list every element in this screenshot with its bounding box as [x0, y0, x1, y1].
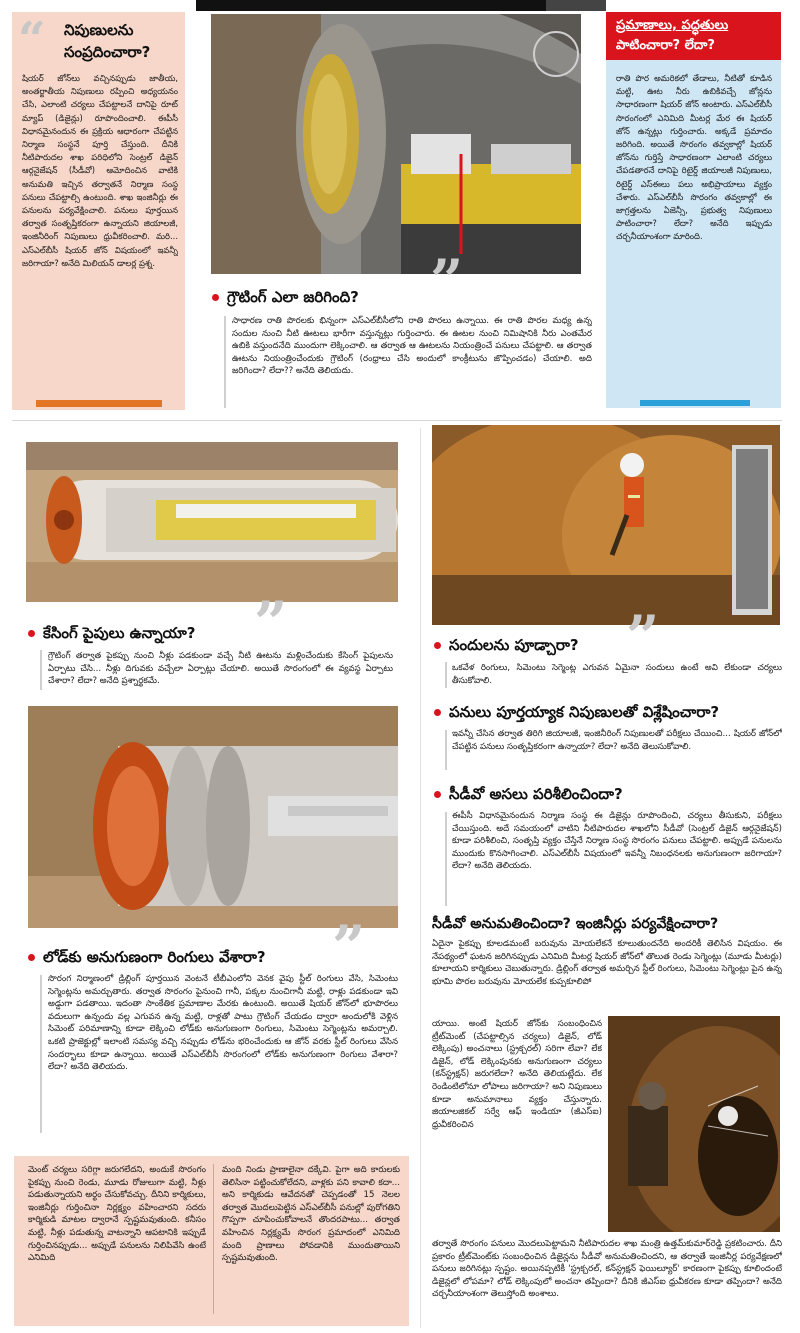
cdo-permit-body-bottom: తర్వాతే సొరంగం పనులు మొదలుపెట్టామని నీటిపారుదల శాఖ మంత్రి ఉత్తమ్‌కుమార్‌రెడ్డి ప్రకటించారు. దీని ప్రకారం ట్రీట్‌మెంట్‌కు సంబంధించిన డిజైన్లను సీడీవో అనుమతించిందని, ఆ తర్వాతే ఇంజినీర్ల పర్యవేక్షణలో పనులు జరిగినట్లు స్పష్టం. అయినప్పటికీ 'స్ట్రక్చరల్, కన్‌స్ట్రక్షన్ ఫెయిల్యూర్' కారణంగా పైకప్పు కూలిందంటే డిజైన్లలో లోపమా? లోడ్ లెక్కింపులో అంచనా తప్పిందా? దీనికి జీఎస్ఐ ధ్రువీకరణ కూడా తప్పిందా? అనేది చర్చనీయాంశంగా తెలుస్తోంది అంశాలు.: [432, 1239, 782, 1300]
rings-heading-text: లోడ్‌కు అనుగుణంగా రింగులు వేశారా?: [43, 948, 266, 966]
cdo-check-body: ఈపీసీ విధానమైనందున నిర్మాణ సంస్థ ఈ డిజైన్లు రూపొందించి, చర్యలు తీసుకుని, పరీక్షలు చేయిస్తుంది. అదే సమయంలో వాటిని నీటిపారుదల శాఖలోని సీడీవో (సెంట్రల్ డిజైన్ ఆర్గనైజేషన్) కూడా పరిశీలించి, సంతృప్తి వ్యక్తం చేస్తేనే నిర్మాణ సంస్థ సొరంగం పనులు చేపట్టాలి. అప్పుడే పనులను ముందుకు కొనసాగించాలి. ఎస్ఎల్‌బీసీ విషయంలో ఇవన్నీ నిబంధనలకు అనుగుణంగా జరిగాయా? లేదా? అనేది తెలియదు.: [452, 811, 782, 872]
analysis-body: ఇవన్నీ చేసిన తర్వాత తిరిగి జియాలజీ, ఇంజినీరింగ్ నిపుణులతో పరీక్షలు చేయించి... షియర్ జోన్‌లో చేపట్టిన పనులు సంతృప్తికరంగా ఉన్నాయా? లేదా? అనేది తెలుసుకోవాలి.: [452, 729, 782, 752]
analysis-divider: [445, 730, 447, 770]
rings-heading: [28, 947, 266, 967]
grouting-body: సాధారణ రాతి పొరలకు భిన్నంగా ఎస్ఎల్‌బీసీలోని రాతి పొరలు ఉన్నాయి. ఈ రాతి పొరల మధ్య ఉన్న సందుల నుంచి నీటి ఊటలు భారీగా వస్తున్నట్లు గుర్తించారు. ఈ ఊటల నుంచి నిమిషానికి నీరు ఎంతమేర ఉబికి వస్తుందనేది ముందుగా లెక్కించాలి. ఆ తర్వాత ఆ ఊటలను నియంత్రించే పనులు చేపట్టాలి. ఆ తర్వాత ఊటను నియంత్రించేందుకు గ్రౌటింగ్ (రంధ్రాలు చేసి అందులో కాంక్రీటును జొప్పించడం) చేయాలి. అది జరిగిందా? లేదా?? అనేది తెలియదు.: [232, 316, 592, 377]
experts-title-line2: సంప్రదించారా?: [64, 43, 151, 61]
standards-accent-bar: [640, 400, 750, 406]
experts-title-line1: నిపుణులను: [64, 21, 134, 39]
section-separator: [12, 420, 782, 421]
worker-tunnel-image: [432, 425, 780, 625]
gaps-heading: [434, 635, 579, 655]
standards-title-line2: పాటించారా? లేదా?: [616, 38, 715, 53]
conclusion-col2: మంది నిండు ప్రాణాలైనా దక్కేవి. పైగా అది కారులకు తెలిసినా పట్టించుకోలేదని, వాళ్లకు పని కావాలి కదా... అని కార్మికుడు ఆవేదనతో చెప్పడంతో 15 నెలల తర్వాత మొదలుపెట్టిన ఎస్ఎల్‌బీసీ పనుల్లో పురోగతిని గొప్పగా చూపించుకోవాలనే తొందరపాటు... తర్వాత వహించిన నిర్లక్ష్యమే సొరంగ ప్రమాదంలో ఎనిమిది మంది ప్రాణాలు పోవడానికి ముందుతాయిని స్పష్టమవుతుంది.: [222, 1165, 400, 1264]
tbm-rings-image: [28, 706, 398, 928]
conclusion-box: [14, 1156, 409, 1326]
casing-divider: [40, 650, 42, 690]
analysis-heading-text: పనులు పూర్తయ్యాక నిపుణులతో విశ్లేషించారా?: [449, 703, 720, 721]
quote-mark-icon: “: [18, 12, 46, 68]
experts-body: షియర్ జోన్‌లు వచ్చినప్పుడు జాతీయ, అంతర్జాతీయ నిపుణులు రప్పించి అధ్యయనం చేసి, ఎలాంటి చర్యలు చేపట్టాలనే దానిపై రూట్ మ్యాప్ (డిజైన్లు) రూపొందించాలి. ఈపీసీ విధానమైనందున ఈ ప్రక్రియ ఆధారంగా చేపట్టిన నిర్మాణ సంస్థనే పూర్తి చేస్తుంది. దీనికి నీటిపారుదల శాఖ పరిధిలోని సెంట్రల్ డిజైన్ ఆర్గనైజేషన్ (సీడీవో) ఆమోదించిన వాటికి అనుమతి ఇచ్చిన తర్వాతనే నిర్మాణ సంస్థ పనులు చేపట్టాల్సి ఉంటుంది. శాఖ ఇంజినీర్లు ఈ పనులను పర్యవేక్షించాలి. పనులు పూర్తయిన తర్వాత సంతృప్తికరంగా ఉన్నాయని జియాలజీ, ఇంజినీరింగ్ నిపుణులు ధ్రువీకరించాలి. మరి... ఎస్ఎల్‌బీసీ షియర్ జోన్ విషయంలో ఇవన్నీ జరిగాయా? అనేది మిలియన్ డాలర్ల ప్రశ్న.: [22, 73, 178, 268]
bullet-icon: [28, 954, 35, 961]
bullet-icon: [434, 791, 441, 798]
casing-heading-text: కేసింగ్ పైపులు ఉన్నాయా?: [43, 624, 196, 642]
cdo-check-heading-text: సీడీవో అసలు పరిశీలించిందా?: [449, 785, 623, 803]
standards-title-line1: ప్రమాణాలు, పద్ధతులు: [616, 18, 729, 33]
gaps-heading-text: సందులను పూడ్చారా?: [449, 636, 579, 654]
bullet-icon: [434, 709, 441, 716]
gaps-body: ఒకవేళ రింగులు, సిమెంటు సెగ్మెంట్ల ఎగువన ఏమైనా సందులు ఉంటే అవి లేకుండా చర్యలు తీసుకోవాలి.: [452, 663, 782, 686]
casing-body: గ్రౌటింగ్ తర్వాత పైకప్పు నుంచి నీళ్లు పడకుండా వచ్చే నీటి ఊటను మళ్లించేందుకు కేసింగ్ పైపులను ఏర్పాటు చేసి... నీళ్లు దిగువకు వచ్చేలా ఏర్పాట్లు చేయాలి. అయితే సొరంగంలో ఈ వ్యవస్థ ఏర్పాటు చేశారా? లేదా? అనేది ప్రశ్నార్థకమే.: [48, 651, 393, 687]
cdo-permit-heading: సీడీవో అనుమతించిందా? ఇంజినీర్లు పర్యవేక్షించారా?: [432, 916, 719, 932]
cdo-permit-body-left: యాయి. అంటే షియర్ జోన్‌కు సంబంధించిన ట్రీట్‌మెంట్ (చేపట్టాల్సిన చర్యలు) డిజైన్, లోడ్ లెక్కింపు) అంచనాలు (స్ట్రక్చరల్) సరిగా లేవా? లేక డిజైన్, లోడ్ లెక్కింపునకు అనుగుణంగా చర్యలు (కన్‌స్ట్రక్షన్) జరుగలేదా? అనేది తెలియట్లేదు. లేక రెండింటిలోనూ లోపాలు జరిగాయా? అని నిపుణులు కూడా అనుమానాలు వ్యక్తం చేస్తున్నారు. జియాలజికల్ సర్వే ఆఫ్ ఇండియా (జీఎస్ఐ) ధ్రువీకరించిన: [432, 1019, 602, 1130]
quote-mark-icon: ”: [254, 589, 288, 657]
standards-body: రాతి పొర అమరికలో తేడాలు, నీటితో కూడిన మట్టి, ఊట నీరు ఉబికివచ్చే జోన్లను సాధారణంగా షియర్ జోన్ అంటారు. ఎస్ఎల్‌బీసీ సొరంగంలో ఎనిమిది మీటర్ల మేర ఈ షియర్ జోన్ ఉన్నట్లు గుర్తించారు. అక్కడే ప్రమాదం జరిగింది. అయితే సొరంగం తవ్వకాల్లో షియర్ జోన్‌ను గుర్తిస్తే సాధారణంగా ఎలాంటి చర్యలు చేపడతారనే దానిపై రిటైర్డ్ జియాలజీ నిపుణులు, రిటైర్డ్ ఎస్‌ఈలు పలు అభిప్రాయాలు వ్యక్తం చేశారు. ఎస్ఎల్‌బీసీ సొరంగం తవ్వకాల్లో ఈ జాగ్రత్తలను ఏజెన్సీ, ప్రభుత్వ నిపుణులు పాటించారా? లేదా? అనేది ఇప్పుడు చర్చనీయాంశంగా మారింది.: [616, 73, 772, 242]
grouting-divider: [224, 316, 226, 408]
standards-sidebar: [606, 12, 781, 408]
cdo-check-divider: [445, 812, 447, 906]
welding-worker-image: [608, 1016, 780, 1232]
rings-divider: [40, 975, 42, 1133]
conclusion-col1: మెంట్ చర్యలు సరిగ్గా జరుగలేదని, అందుకే సొరంగం పైకప్పు నుంచి రెండు, మూడు రోజులుగా మట్టి, నీళ్లు పడుతున్నాయని అర్థం చేసుకోవచ్చు. దీనిని కార్మికులు, ఇంజినీర్లు గుర్తించినా నిర్లక్ష్యం వహించారని సదరు కార్మికుడి మాటల ద్వారానే స్పష్టమవుతుంది. కనీసం మట్టి, నీళ్లు పడుతున్న వాటన్నాని ఆపటానికి ఇప్పుడే గుర్తించినప్పుడు... అప్పుడే పనులను నిలిపివేసి ఉంటే ఎనిమిది: [28, 1165, 206, 1264]
quote-mark-icon: ”: [430, 247, 464, 315]
cdo-check-heading: [434, 784, 623, 804]
quote-mark-icon: ”: [626, 603, 660, 671]
analysis-heading: [434, 702, 719, 722]
casing-heading: [28, 623, 195, 643]
grouting-heading: [212, 287, 359, 307]
column-divider: [420, 428, 421, 1328]
experts-sidebar: [12, 12, 185, 410]
conclusion-col-divider: [213, 1164, 214, 1314]
quote-mark-icon: ”: [332, 913, 366, 981]
bullet-icon: [212, 294, 219, 301]
top-headline-strip: [196, 0, 606, 11]
rings-body: సొరంగ నిర్మాణంలో డ్రిల్లింగ్ పూర్తయిన వెంటనే టీబీఎంలోని వెనక వైపు స్టీల్ రింగులు వేసి, సిమెంటు సెగ్మెంట్లను అమర్చుతారు. తర్వాత సొరంగం పైనుంచి గానీ, పక్కల నుంచిగానీ మట్టి, రాళ్లు పడకుండా ఇవి అడ్డుగా పడతాయి. ఇదంతా సాంకేతిక ప్రమాణాల మేరకు ఉంటుంది. అయితే షియర్ జోన్‌లో భూపొరలు వదులుగా ఉన్నందు వల్ల ఎగువన ఉన్న మట్టి, రాళ్లతో పాటు గ్రౌటింగ్ చేయడం ద్వారా అందులోకి వెళ్లిన సిమెంట్ పరిమాణాన్ని కూడా లెక్కించి లోడ్‌కు అనుగుణంగా రింగులు, సిమెంటు సెగ్మెంట్లను అమర్చాలి. ఒకటి ప్రాజెక్టుల్లో ఇలాంటి సమస్య వచ్చి నప్పుడు లోడ్‌ను భరించేందుకు ఆ జోన్ వరకు స్టీల్ రింగులు వేసిన సందర్భాలు కూడా ఉన్నాయి. అయితే ఎస్ఎల్‌బీసీ సొరంగంలో లోడ్‌కు అనుగుణంగా రింగులు వేశారా? లేదా? అనేది తెలియదు.: [48, 974, 398, 1073]
tunnel-grouting-image: [211, 14, 581, 274]
cdo-permit-body-top: ఏదైనా పైకప్పు కూలడమంటే బరువును మోయలేకనే కూలుతుందనేది అందరికీ తెలిసిన విషయం. ఈ నేపథ్యంలో ఘటన జరిగినప్పుడు ఎనిమిది మీటర్ల షియర్ జోన్‌లో తొలుత రెండు సెగ్మెంట్లు (మూడు మీటర్లు) కూలాయని కార్మికులు చెబుతున్నారు. డ్రిల్లింగ్ తర్వాత అమర్చిన స్టీల్ రింగులు, సిమెంటు సెగ్మెంట్లు పైన ఉన్న భూమి పొరల బరువును మోయలేక కుప్పకూలిపో: [432, 939, 782, 987]
bullet-icon: [28, 630, 35, 637]
grouting-heading-text: గ్రౌటింగ్ ఎలా జరిగింది?: [227, 288, 359, 306]
bullet-icon: [434, 642, 441, 649]
tbm-casing-image: [26, 442, 398, 602]
gaps-divider: [445, 662, 447, 688]
experts-accent-bar: [36, 400, 162, 407]
